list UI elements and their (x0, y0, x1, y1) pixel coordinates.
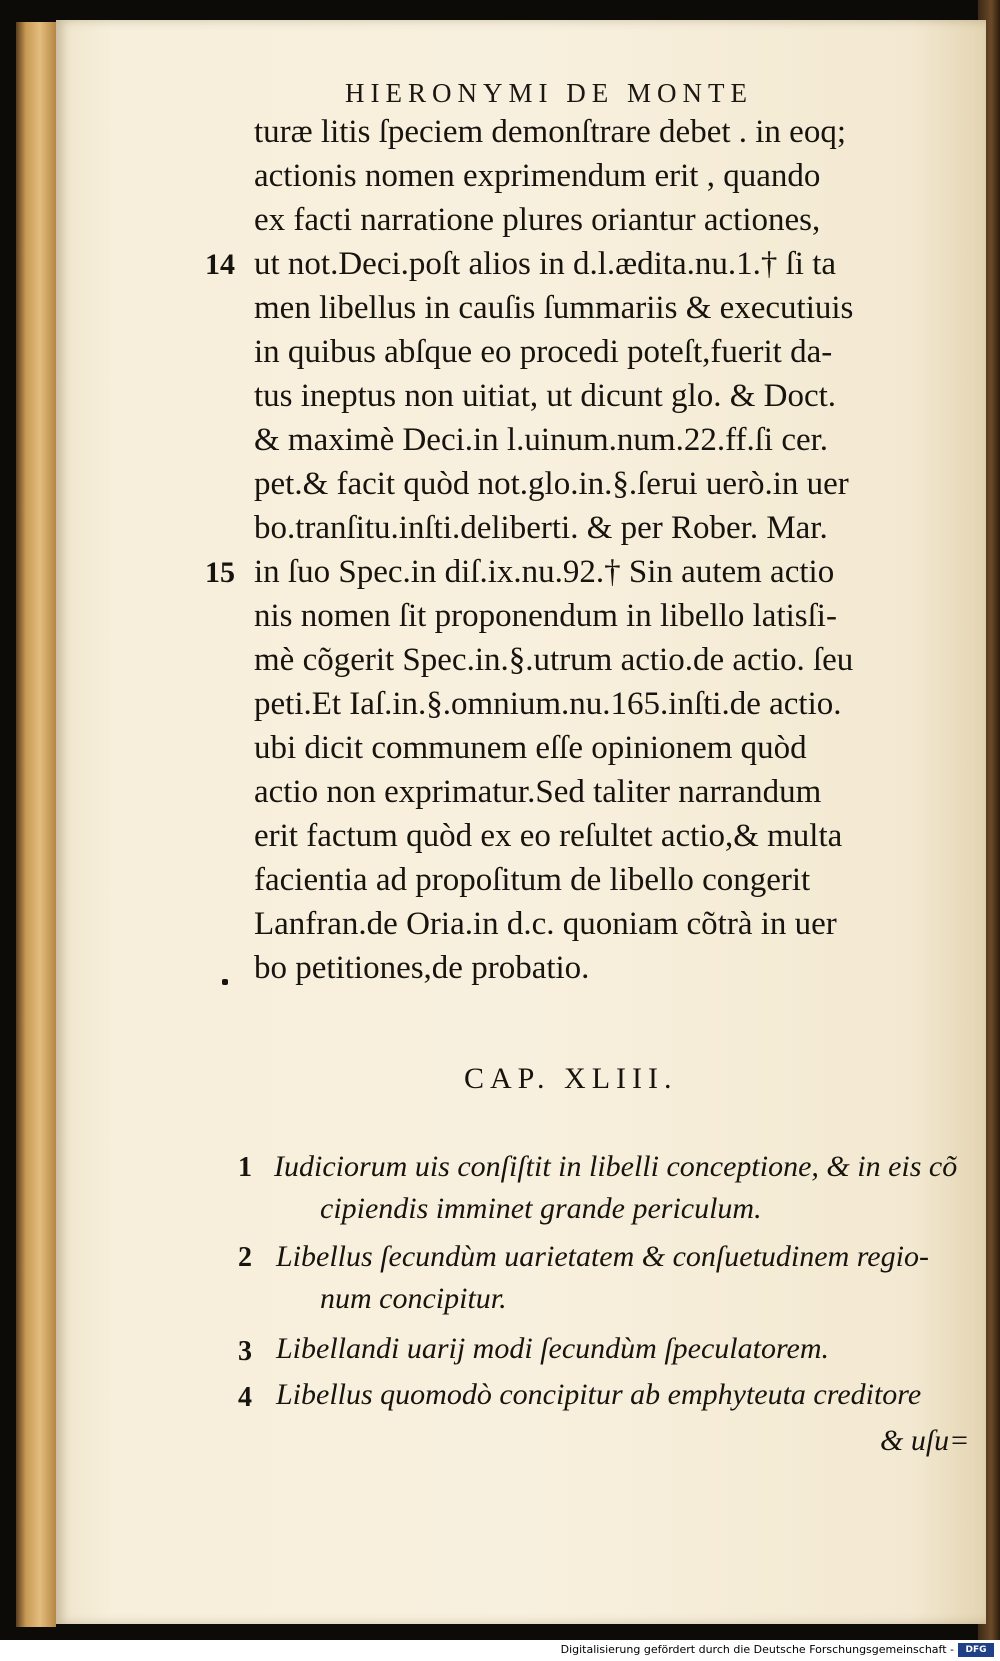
summary-number: 4 (238, 1382, 252, 1413)
text-line: ubi dicit communem eſſe opinionem quòd (254, 730, 807, 766)
summary-line: Libellus ſecundùm uarietatem & conſuetudinem regio- (276, 1240, 929, 1273)
text-line: turæ litis ſpeciem demonſtrare debet . in eoq; (254, 114, 847, 150)
summary-line: num concipitur. (320, 1282, 507, 1315)
summary-number: 3 (238, 1336, 252, 1367)
text-line: pet.& facit quòd not.glo.in.§.ſerui uerò.in uer (254, 466, 849, 502)
text-line: ut not.Deci.poſt alios in d.l.ædita.nu.1.† ſi ta (254, 246, 837, 282)
text-line: ex facti narratione plures oriantur actiones, (254, 202, 821, 238)
dfg-logo: DFG (958, 1643, 994, 1657)
text-line: Lanfran.de Oria.in d.c. quoniam cõtrà in uer (254, 906, 837, 942)
summary-line: Libellus quomodò concipitur ab emphyteuta creditore (276, 1378, 922, 1411)
text-line: facientia ad propoſitum de libello congerit (254, 862, 811, 898)
text-line: peti.Et Iaſ.in.§.omnium.nu.165.inſti.de actio. (254, 686, 842, 722)
text-line: bo petitiones,de probatio. (254, 950, 590, 986)
summary-number: 2 (238, 1242, 252, 1273)
text-line: & maximè Deci.in l.uinum.num.22.ff.ſi cer. (254, 422, 829, 458)
text-line: mè cõgerit Spec.in.§.utrum actio.de actio. ſeu (254, 642, 854, 678)
text-line: in quibus abſque eo procedi poteſt,fuerit da- (254, 334, 833, 370)
summary-number: 1 (238, 1152, 252, 1183)
chapter-heading: CAP. XLIII. (464, 1062, 678, 1095)
summary-line: & uſu= (880, 1424, 970, 1457)
text-line: men libellus in cauſis ſummariis & executiuis (254, 290, 854, 326)
text-line: tus ineptus non uitiat, ut dicunt glo. & Doct. (254, 378, 837, 414)
text-line: actio non exprimatur.Sed taliter narrandum (254, 774, 822, 810)
funding-notice: Digitalisierung gefördert durch die Deutsche Forschungsgemeinschaft - (560, 1643, 954, 1656)
text-line: in ſuo Spec.in diſ.ix.nu.92.† Sin autem actio (254, 554, 835, 590)
summary-line: cipiendis imminet grande periculum. (320, 1192, 762, 1225)
text-line: nis nomen ſit proponendum in libello latisſi- (254, 598, 837, 634)
running-head: HIERONYMI DE MONTE (345, 78, 753, 108)
summary-line: Libellandi uarij modi ſecundùm ſpeculatorem. (276, 1332, 829, 1365)
book-edge (16, 22, 56, 1627)
margin-mark (222, 979, 228, 985)
text-line: erit factum quòd ex eo reſultet actio,& multa (254, 818, 843, 854)
margin-number: 14 (205, 248, 235, 281)
margin-number: 15 (205, 556, 235, 589)
summary-line: Iudiciorum uis conſiſtit in libelli conceptione, & in eis cõ (274, 1150, 958, 1183)
text-line: bo.tranſitu.inſti.deliberti. & per Rober. Mar. (254, 510, 828, 546)
text-line: actionis nomen exprimendum erit , quando (254, 158, 821, 194)
